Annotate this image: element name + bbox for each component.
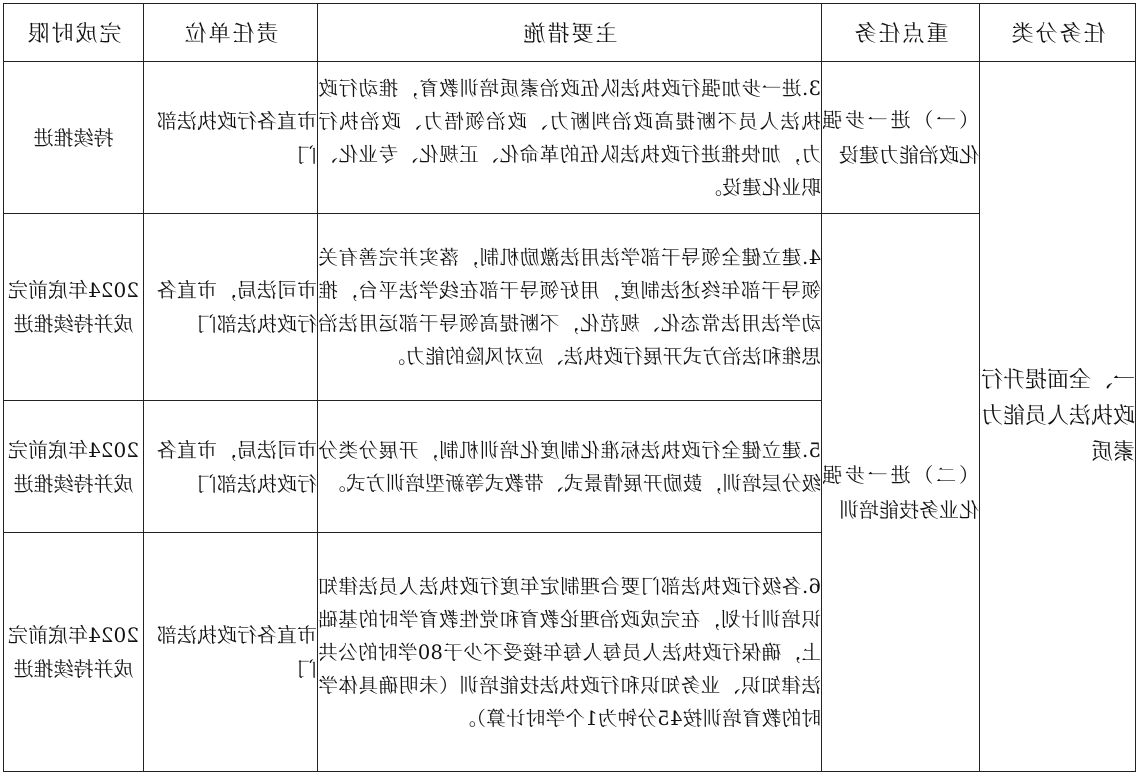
measure-cell: 4.建立健全领导干部学法用法激励机制，落实并完善有关领导干部年终述法制度，用好领导干部在线学法平台，推动学法用法常态化、规范化，不断提高领导干部运用法治思维和法治方式开展行政执法、应对风险的能力。 <box>318 214 822 401</box>
deadline-cell: 2024年底前完成并持续推进 <box>4 400 144 532</box>
header-deadline: 完成时限 <box>4 4 144 62</box>
unit-cell: 市直各行政执法部门 <box>144 62 318 214</box>
task-table <box>3 3 1136 772</box>
header-unit: 责任单位 <box>144 4 318 62</box>
unit-cell: 市司法局，市直各行政执法部门 <box>144 400 318 532</box>
table-row <box>4 214 1136 401</box>
measure-cell: 5.建立健全行政执法标准化制度化培训机制，开展分类分级分层培训，鼓励开展情景式、带教式等新型培训方式。 <box>318 400 822 532</box>
header-measure: 主要措施 <box>318 4 822 62</box>
task-cell: （一）进一步强化政治能力建设 <box>822 62 980 214</box>
header-category: 任务分类 <box>980 4 1136 62</box>
deadline-cell: 2024年底前完成并持续推进 <box>4 533 144 772</box>
deadline-cell: 2024年底前完成并持续推进 <box>4 214 144 401</box>
header-row <box>4 4 1136 62</box>
header-task: 重点任务 <box>822 4 980 62</box>
deadline-cell: 持续推进 <box>4 62 144 214</box>
task-cell: （二）进一步强化业务技能培训 <box>822 214 980 772</box>
unit-cell: 市直各行政执法部门 <box>144 533 318 772</box>
measure-cell: 3.进一步加强行政执法队伍政治素质培训教育，推动行政执法人员不断提高政治判断力、政治领悟力、政治执行力，加快推进行政执法队伍的革命化、正规化、专业化、职业化建设。 <box>318 62 822 214</box>
table-row <box>4 62 1136 214</box>
unit-cell: 市司法局，市直各行政执法部门 <box>144 214 318 401</box>
category-cell: 一、全面提升行政执法人员能力素质 <box>980 62 1136 772</box>
measure-cell: 6.各级行政执法部门要合理制定年度行政执法人员法律知识培训计划，在完成政治理论教育和党性教育学时的基础上，确保行政执法人员每人每年接受不少于80学时的公共法律知识、业务知识和行政执法技能培训（未明确具体学时的教育培训按45分钟为1个学时计算）。 <box>318 533 822 772</box>
